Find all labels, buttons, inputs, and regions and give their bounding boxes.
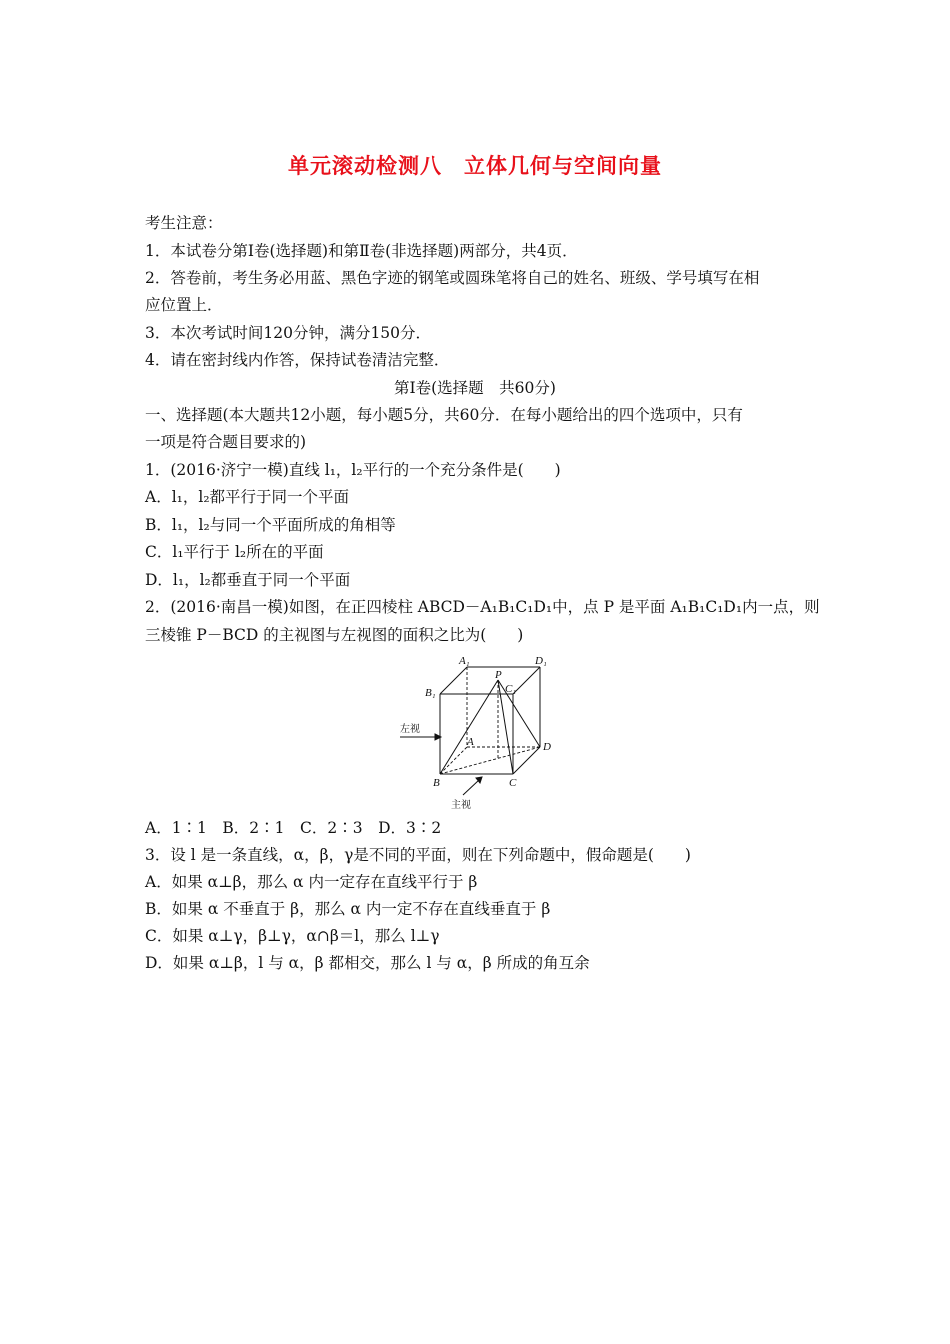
part-heading: 第Ⅰ卷(选择题 共60分) — [394, 379, 556, 397]
question-3-option-c: C．如果 α⊥γ，β⊥γ，α∩β＝l，那么 l⊥γ — [145, 927, 440, 945]
question-1-option-d: D．l₁，l₂都垂直于同一个平面 — [145, 571, 351, 589]
section-heading-cont: 一项是符合题目要求的) — [145, 433, 307, 451]
label-c1: C₁ — [505, 683, 517, 695]
question-3-option-a: A．如果 α⊥β，那么 α 内一定存在直线平行于 β — [145, 873, 478, 891]
label-d: D — [543, 741, 551, 753]
question-3-stem: 3．设 l 是一条直线，α，β，γ是不同的平面，则在下列命题中，假命题是( ) — [145, 846, 691, 864]
label-main-view: 主视 — [451, 800, 471, 811]
label-p: P — [495, 669, 502, 681]
notice-heading: 考生注意： — [145, 214, 223, 232]
notice-item: 4．请在密封线内作答，保持试卷清洁完整． — [145, 351, 450, 369]
question-1-option-a: A．l₁，l₂都平行于同一个平面 — [145, 488, 350, 506]
question-3-option-b: B．如果 α 不垂直于 β，那么 α 内一定不存在直线垂直于 β — [145, 900, 551, 918]
label-b: B — [433, 777, 440, 789]
label-a: A — [467, 736, 474, 748]
label-d1: D₁ — [535, 655, 547, 667]
label-b1: B₁ — [425, 687, 436, 699]
question-3-option-d: D．如果 α⊥β，l 与 α，β 都相交，那么 l 与 α，β 所成的角互余 — [145, 954, 590, 972]
question-1-option-c: C．l₁平行于 l₂所在的平面 — [145, 543, 324, 561]
prism-diagram — [395, 652, 560, 812]
question-1-option-b: B．l₁，l₂与同一个平面所成的角相等 — [145, 516, 396, 534]
question-2-options: A．1∶1 B．2∶1 C．2∶3 D．3∶2 — [145, 819, 442, 837]
notice-item: 应位置上． — [145, 296, 223, 314]
notice-item: 2．答卷前，考生务必用蓝、黑色字迹的钢笔或圆珠笔将自己的姓名、班级、学号填写在相 — [145, 269, 760, 287]
question-2-stem: 2．(2016·南昌一模)如图，在正四棱柱 ABCD－A₁B₁C₁D₁中，点 P 是平面 A₁B₁C₁D₁内一点，则 — [145, 598, 820, 616]
notice-item: 3．本次考试时间120分钟，满分150分． — [145, 324, 432, 342]
page-title: 单元滚动检测八 立体几何与空间向量 — [288, 154, 662, 178]
section-heading: 一、选择题(本大题共12小题，每小题5分，共60分．在每小题给出的四个选项中，只有 — [145, 406, 743, 424]
question-1-stem: 1．(2016·济宁一模)直线 l₁，l₂平行的一个充分条件是( ) — [145, 461, 561, 479]
label-a1: A₁ — [459, 655, 470, 667]
label-left-view: 左视 — [400, 724, 420, 735]
prism-figure — [395, 652, 560, 812]
notice-item: 1．本试卷分第Ⅰ卷(选择题)和第Ⅱ卷(非选择题)两部分，共4页． — [145, 242, 578, 260]
label-c: C — [509, 777, 517, 789]
question-2-stem-cont: 三棱锥 P－BCD 的主视图与左视图的面积之比为( ) — [145, 626, 524, 644]
